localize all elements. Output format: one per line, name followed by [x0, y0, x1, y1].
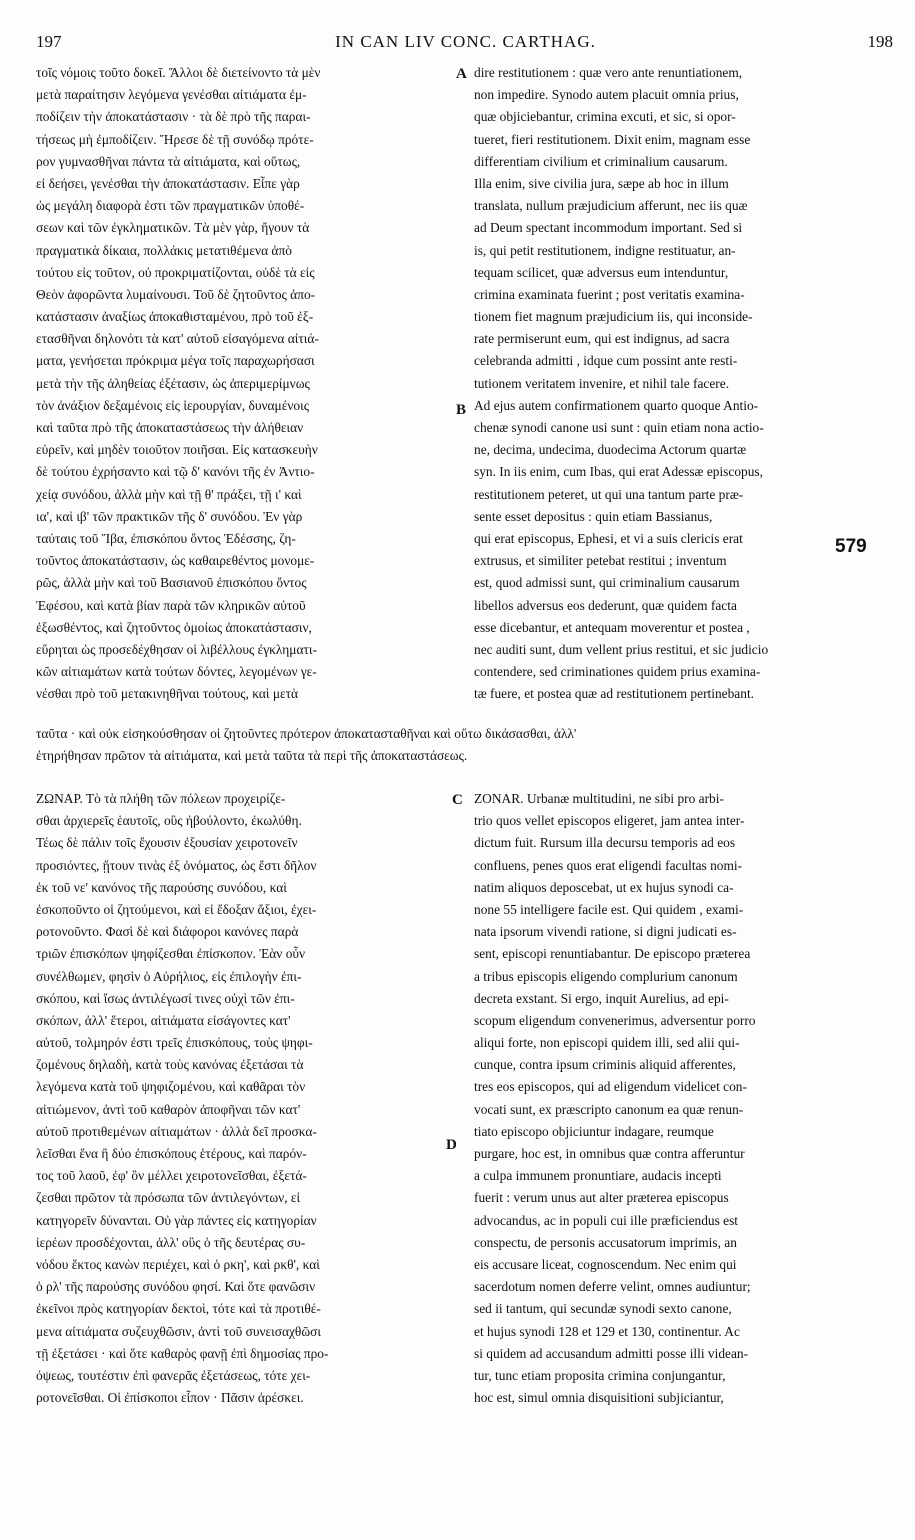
greek-text-line: πραγματικὰ δίκαια, πολλάκις μετατιθέμενα ἀπὸ	[36, 242, 292, 258]
latin-text-line: syn. In iis enim, cum Ibas, qui erat Adessæ episcopus,	[474, 464, 763, 480]
latin-text-line: nec auditi sunt, dum vellent prius restitui, et sic judicio	[474, 641, 769, 657]
latin-text-line: tionem fiet magnum præjudicium iis, qui inconside-	[474, 309, 753, 325]
greek-text-line: χείᾳ συνόδου, ἀλλὰ μὴν καὶ τῇ θ' πράξει, τῇ ι' καὶ	[36, 486, 302, 502]
latin-text-line: Illa enim, sive civilia jura, sæpe ab hoc in illum	[474, 175, 729, 191]
greek-zonaras-line: κατηγορεῖν δύνανται. Οὐ γὰρ πάντες εἰς κατηγορίαν	[36, 1212, 317, 1228]
latin-zonaras-line: sacerdotum nomen deferre velint, omnes audiuntur;	[474, 1279, 751, 1295]
greek-text-line: ετασθῆναι δηλονότι τὰ κατ' αὐτοῦ εἰσαγόμενα αἰτιά-	[36, 331, 319, 347]
latin-zonaras-line: sed ii tantum, qui secundæ synodi sexto canone,	[474, 1301, 732, 1317]
greek-zonaras-line: ζομένους δηλαδὴ, κατὰ τοὺς κανόνας ἐξετάσαι τὰ	[36, 1057, 304, 1073]
latin-zonaras-line: conspectu, de personis accusatorum imprimis, an	[474, 1234, 737, 1250]
greek-zonaras-line: λεγόμενα κατὰ τοῦ ψηφιζομένου, καὶ καθᾶραι τὸν	[36, 1079, 306, 1095]
latin-zonaras-line: fuerit : verum unus aut alter præterea episcopus	[474, 1190, 729, 1206]
greek-text-line: μετὰ παραίτησιν λεγόμενα γενέσθαι αἰτιάματα ἐμ-	[36, 87, 307, 103]
greek-text-line: τοῦντος ἀποκατάστασιν, ὡς καθαιρεθέντος μονομε-	[36, 553, 315, 569]
latin-zonaras-line: sent, episcopi renuntiabantur. De episcopo præterea	[474, 946, 751, 962]
greek-zonaras-line: αὐτοῦ προτιθεμένων αἰτιαμάτων · ἀλλὰ δεῖ προσκα-	[36, 1123, 317, 1139]
greek-text-line: ρον γυμνασθῆναι πάντα τὰ αἰτιάματα, καὶ οὕτως,	[36, 153, 301, 169]
latin-text-column-top	[474, 62, 876, 705]
latin-text-line: qui erat episcopus, Ephesi, et vi a suis clericis erat	[474, 530, 743, 546]
latin-text-line: contendere, sed criminationes quidem prius examina-	[474, 664, 761, 680]
latin-zonaras-line: et hujus synodi 128 et 129 et 130, continentur. Ac	[474, 1323, 740, 1339]
latin-zonaras-line: advocandus, ac in populi cui ille præficiendus est	[474, 1212, 739, 1228]
latin-text-line: quæ objiciebantur, crimina excuti, et sic, si opor-	[474, 109, 736, 125]
greek-full-line: ἐτηρήθησαν πρῶτον τὰ αἰτιάματα, καὶ μετὰ ταῦτα τὰ περὶ τῆς ἀποκαταστάσεως.	[36, 748, 468, 764]
inline-page-number: 579	[835, 536, 867, 557]
margin-letter-a: A	[456, 66, 467, 82]
latin-zonaras-line: eis accusare liceat, cognoscendum. Nec enim qui	[474, 1256, 737, 1272]
latin-zonaras-commentary	[474, 788, 876, 1409]
latin-text-line: tæ fuere, et postea quæ ad restitutionem pertinebant.	[474, 686, 755, 702]
latin-text-line: translata, nullum præjudicium afferunt, nec iis quæ	[474, 198, 748, 214]
page-number-left: 197	[36, 32, 62, 51]
latin-zonaras-line: hoc est, simul omnia disquisitioni subjiciantur,	[474, 1390, 724, 1406]
latin-text-line: ad Deum spectant incommodum important. Sed si	[474, 220, 743, 236]
greek-zonaras-line: όψεως, τουτέστιν ἐπὶ φανερᾶς ἐξετάσεως, τότε χει-	[36, 1367, 311, 1383]
latin-zonaras-line: tiato episcopo objiciuntur indagare, reumque	[474, 1123, 714, 1139]
greek-zonaras-line: ροτονοῦντο. Φασὶ δὲ καὶ διάφοροι κανόνες παρὰ	[36, 924, 299, 940]
latin-text-line: dire restitutionem : quæ vero ante renuntiationem,	[474, 65, 743, 80]
greek-zonaras-line: τῇ ἐξετάσει · καὶ ὅτε καθαρὸς φανῇ ἐπὶ δημοσίας προ-	[36, 1345, 329, 1361]
greek-zonaras-line: ἱερέων προσδέχονται, ἀλλ' οὓς ὁ τῆς δευτέρας συ-	[36, 1234, 306, 1250]
latin-zonaras-line: tur, tunc etiam proposita crimina conjungantur,	[474, 1367, 726, 1383]
greek-text-line: δὲ τούτου ἐχρήσαντο καὶ τῷ δ' κανόνι τῆς ἐν Ἀντιο-	[36, 464, 315, 480]
latin-zonaras-line: ZONAR. Urbanæ multitudini, ne sibi pro arbi-	[474, 791, 724, 806]
latin-zonaras-line: cunque, contra ipsum criminis aliquid afferentes,	[474, 1057, 736, 1073]
margin-letter-c: C	[452, 792, 463, 808]
greek-zonaras-line: σθαι ἀρχιερεῖς ἑαυτοῖς, οὓς ἠβούλοντο, ἐκωλύθη.	[36, 813, 302, 829]
greek-text-line: τὸν ἀνάξιον δεξαμένοις εἰς ἱερουργίαν, δυναμένοις	[36, 397, 310, 413]
greek-text-line: Ἐφέσου, καὶ κατὰ βίαν παρὰ τῶν κληρικῶν αὐτοῦ	[36, 597, 306, 613]
latin-text-line: Ad ejus autem confirmationem quarto quoque Antio-	[474, 397, 759, 413]
greek-zonaras-line: αἰτιώμενον, ἀντὶ τοῦ καθαρὸν ἀποφῆναι τῶν κατ'	[36, 1101, 301, 1117]
greek-text-line: ποδίζειν τὴν ἀποκατάστασιν · τὰ δὲ πρὸ τῆς παραι-	[36, 109, 311, 125]
greek-zonaras-line: τριῶν ἐπισκόπων ψηφίζεσθαι ἐπίσκοπον. Ἐὰν οὖν	[36, 946, 306, 962]
greek-text-line: ὡς μεγάλη διαφορὰ ἐστι τῶν πραγματικῶν ὑποθέ-	[36, 198, 305, 214]
greek-text-line: μετὰ τὴν τῆς ἀληθείας ἐξέτασιν, ὡς ἀπεριμερίμνως	[36, 375, 310, 391]
greek-text-line: τοῖς νόμοις τοῦτο δοκεῖ. Ἄλλοι δὲ διετείνοντο τὰ μὲν	[36, 65, 321, 80]
greek-text-line: εἰ δεήσει, γενέσθαι τὴν ἀποκατάστασιν. Εἶπε γὰρ	[36, 175, 300, 191]
latin-text-line: tutionem veritatem invenire, et nihil tale facere.	[474, 375, 730, 391]
greek-text-line: κῶν αἰτιαμάτων κατὰ τούτων δόντες, λεγομένων γε-	[36, 664, 317, 680]
greek-text-line: τούτου εἰς τοῦτον, οὐ προκριματίζονται, οὐδὲ τὰ εἰς	[36, 264, 315, 280]
greek-zonaras-line: Τέως δὲ πάλιν τοῖς ἔχουσιν ἐξουσίαν χειροτονεῖν	[36, 835, 298, 851]
greek-zonaras-line: ἐκεῖνοι πρὸς κατηγορίαν δεκτοὶ, τότε καὶ τὰ προτιθέ-	[36, 1301, 321, 1317]
latin-text-line: restitutionem peteret, ut qui una tantum parte præ-	[474, 486, 744, 502]
latin-zonaras-line: a tribus episcopis eligendo complurium canonum	[474, 968, 738, 984]
greek-zonaras-line: λεῖσθαι ἕνα ἢ δύο ἐπισκόπους ἑτέρους, καὶ παρόν-	[36, 1146, 307, 1161]
latin-text-line: esse dicebantur, et antequam moverentur et postea ,	[474, 619, 750, 635]
latin-text-line: chenæ synodi canone usi sunt : quin etiam nona actio-	[474, 420, 764, 435]
greek-zonaras-line: ροτονεῖσθαι. Οἱ ἐπίσκοποι εἶπον · Πᾶσιν ἀρέσκει.	[36, 1390, 304, 1406]
greek-text-line: σεων καὶ τῶν ἐγκληματικῶν. Τὰ μὲν γὰρ, ἤγουν τὰ	[36, 220, 310, 236]
latin-text-line: extrusus, et similiter petebat restitui ; inventum	[474, 553, 727, 569]
latin-text-line: libellos adversus eos dederunt, quæ quidem facta	[474, 597, 737, 613]
greek-text-line: εὑρεῖν, καὶ μηδὲν τοιοῦτον ποιῆσαι. Εἰς κατασκευὴν	[36, 442, 318, 458]
greek-full-width-lines	[36, 723, 878, 767]
latin-zonaras-line: scopum eligendum convenerimus, adversentur porro	[474, 1012, 756, 1028]
latin-text-line: celebranda admitti , idque cum possint ante resti-	[474, 353, 738, 369]
greek-zonaras-line: ΖΩΝΑΡ. Τὸ τὰ πλήθη τῶν πόλεων προχειρίζε-	[36, 791, 286, 806]
latin-zonaras-line: none 55 intelligere facile est. Qui quidem , exami-	[474, 901, 744, 917]
latin-zonaras-line: confluens, penes quos erat eligendi facultas nomi-	[474, 857, 743, 873]
greek-zonaras-line: σκόπων, ἀλλ' ἕτεροι, αἰτιάματα εἰσάγοντες κατ'	[36, 1012, 291, 1028]
greek-zonaras-line: νόδου ἕκτος κανὼν περιέχει, καὶ ὁ ρκη', καὶ ρκθ', καὶ	[36, 1256, 320, 1272]
greek-text-line: τήσεως μὴ ἐμποδίζειν. Ἤρεσε δὲ τῇ συνόδῳ πρότε-	[36, 131, 314, 147]
margin-letter-b: B	[456, 402, 467, 418]
greek-text-line: νέσθαι πρὸ τοῦ μετακινηθῆναι τούτους, καὶ μετὰ	[36, 686, 299, 702]
latin-zonaras-line: natim aliquos deposcebat, ut ex hujus synodi ca-	[474, 879, 734, 895]
greek-zonaras-line: ζεσθαι πρῶτον τὰ πρόσωπα τῶν ἀντιλεγόντων, εἰ	[36, 1190, 301, 1206]
greek-zonaras-line: συνέλθωμεν, φησὶν ὁ Αὐρήλιος, εἰς ἐπιλογὴν ἐπι-	[36, 968, 302, 984]
greek-zonaras-line: τος τοῦ λαοῦ, ἐφ' ὃν μέλλει χειροτονεῖσθαι, ἐξετά-	[36, 1168, 307, 1184]
page-number-right: 198	[867, 32, 893, 51]
latin-text-line: est, quod admissi sunt, qui criminalium causarum	[474, 575, 740, 591]
greek-text-line: ταύταις τοῦ Ἴβα, ἐπισκόπου ὄντος Ἐδέσσης, ζη-	[36, 530, 296, 546]
latin-text-line: non impedire. Synodo autem placuit omnia prius,	[474, 87, 739, 103]
greek-text-line: ἐξωσθέντος, καὶ ζητοῦντος ὁμοίως ἀποκατάστασιν,	[36, 619, 312, 635]
latin-zonaras-line: decreta exstant. Si ergo, inquit Aurelius, ad epi-	[474, 990, 729, 1006]
greek-text-line: ρῶς, ἀλλὰ μὴν καὶ τοῦ Βασιανοῦ ἐπισκόπου ὄντος	[36, 575, 307, 591]
greek-text-line: εὕρηται ὡς προσεδέχθησαν οἱ λιβέλλους ἐγκληματι-	[36, 641, 317, 657]
latin-zonaras-line: tres eos episcopos, qui ad eligendum videlicet con-	[474, 1079, 747, 1095]
latin-zonaras-line: si quidem ad accusandum admitti posse illi videan-	[474, 1345, 749, 1361]
latin-zonaras-line: a culpa immunem pronuntiare, audacis incepti	[474, 1168, 722, 1184]
greek-text-line: κατάστασιν ἀναξίως ἀποκαθισταμένου, πρὸ τοῦ ἐξ-	[36, 309, 314, 325]
greek-zonaras-line: ἐσκοποῦντο οἱ ζητούμενοι, καὶ εἰ ἔδοξαν ἄξιοι, ἐχει-	[36, 901, 317, 917]
margin-letter-d: D	[446, 1137, 457, 1153]
latin-text-line: is, qui petit restitutionem, indigne restituatur, an-	[474, 242, 736, 258]
latin-text-line: rate permiserunt eum, qui est indignus, ad sacra	[474, 331, 730, 347]
latin-zonaras-line: dictum fuit. Rursum illa decursu temporis ad eos	[474, 835, 736, 851]
latin-text-line: crimina examinata fuerint ; post veritatis examina-	[474, 286, 745, 302]
latin-zonaras-line: nata ipsorum vivendi ratione, si digni judicati es-	[474, 924, 737, 940]
greek-text-line: καὶ ταῦτα πρὸ τῆς ἀποκαταστάσεως τὴν ἀλήθειαν	[36, 420, 304, 435]
greek-zonaras-line: προσιόντες, ᾔτουν τινὰς ἐξ ὀνόματος, ὡς ἔστι δῆλον	[36, 857, 317, 873]
greek-full-line: ταῦτα · καὶ οὐκ εἰσηκούσθησαν οἱ ζητοῦντες πρότερον ἀποκατασταθῆναι καὶ οὕτω δικάσασθαι, ἀλλ'	[36, 726, 577, 741]
latin-text-line: sente esset depositus : quin etiam Bassianus,	[474, 508, 713, 524]
greek-zonaras-commentary	[36, 788, 454, 1409]
latin-zonaras-line: aliqui forte, non episcopi quidem illi, sed alii qui-	[474, 1035, 740, 1051]
greek-text-line: ματα, γενήσεται πρόκριμα μέγα τοῖς παραχωρήσασι	[36, 353, 315, 369]
latin-zonaras-line: vocati sunt, ex præscripto canonum ea quæ renun-	[474, 1101, 744, 1117]
latin-zonaras-line: purgare, hoc est, in omnibus quæ contra afferuntur	[474, 1146, 745, 1161]
greek-zonaras-line: ἐκ τοῦ νε' κανόνος τῆς παρούσης συνόδου, καὶ	[36, 879, 287, 895]
greek-zonaras-line: ὁ ρλ' τῆς παρούσης συνόδου φησί. Καὶ ὅτε φανῶσιν	[36, 1279, 316, 1295]
greek-text-column-top	[36, 62, 454, 705]
latin-text-line: differentiam civilium et criminalium causarum.	[474, 153, 728, 169]
greek-zonaras-line: αὐτοῦ, τολμηρόν ἐστι τρεῖς ἐπισκόπους, τοὺς ψηφι-	[36, 1035, 313, 1051]
greek-text-line: ια', καὶ ιβ' τῶν πρακτικῶν τῆς δ' συνόδου. Ἐν γὰρ	[36, 508, 303, 524]
latin-text-line: tequam scilicet, quæ adversus eum intenduntur,	[474, 264, 729, 280]
latin-text-line: ne, decima, undecima, duodecima Actorum quartæ	[474, 442, 747, 458]
greek-text-line: Θεὸν ἀφορῶντα λυμαίνουσι. Τοῦ δὲ ζητοῦντος ἀπο-	[36, 286, 316, 302]
latin-zonaras-line: trio quos vellet episcopos eligeret, jam antea inter-	[474, 813, 745, 829]
greek-zonaras-line: μενα αἰτιάματα συζευχθῶσιν, ἀντὶ τοῦ συνεισαχθῶσι	[36, 1323, 321, 1339]
running-title: IN CAN LIV CONC. CARTHAG.	[335, 32, 596, 51]
greek-zonaras-line: σκόπου, καὶ ἴσως ἀντιλέγωσί τινες οὐχὶ τῶν ἐπι-	[36, 990, 295, 1006]
latin-text-line: tueret, fieri restitutionem. Dixit enim, magnam esse	[474, 131, 751, 147]
running-header	[32, 32, 899, 54]
